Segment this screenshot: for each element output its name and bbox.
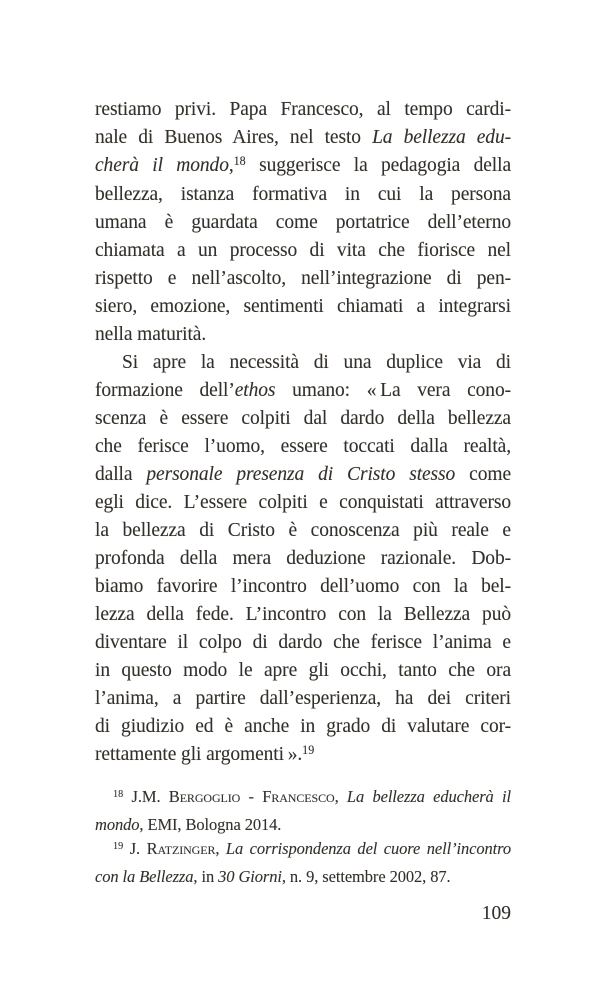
text-line: [95, 96, 511, 124]
text-segment: come: [455, 464, 512, 485]
text-segment: dalla: [95, 464, 147, 485]
page-number: 109: [481, 903, 511, 924]
text-segment: , EMI, Bologna 2014.: [139, 814, 282, 834]
text-line: [95, 785, 511, 813]
text-line: [95, 377, 511, 405]
text-segment: nale di Buenos Aires, nel testo: [95, 127, 373, 148]
text-line: [95, 152, 511, 181]
text-segment: lezza della fede. L’incontro con la Bellezza può: [95, 604, 511, 625]
text-segment: egli dice. L’essere colpiti e conquistati attraverso: [95, 492, 511, 513]
text-line: [95, 545, 511, 573]
text-segment: ethos: [234, 380, 276, 401]
text-line: [95, 517, 511, 545]
text-segment: 19: [302, 742, 315, 757]
text-line: [95, 813, 511, 838]
text-line: [95, 349, 511, 377]
text-segment: la bellezza di Cristo è conoscenza più reale e: [95, 520, 511, 541]
text-segment: di giudizio ed è anche in grado di valutare cor-: [95, 716, 511, 737]
text-line: [95, 209, 511, 237]
text-line: [95, 405, 511, 433]
text-segment: bellezza, istanza formativa in cui la persona: [95, 184, 511, 205]
text-segment: Si apre la necessità di una duplice via di: [122, 352, 511, 373]
text-line: [95, 461, 511, 489]
text-segment: 18: [233, 153, 246, 168]
text-segment: Bergoglio: [168, 787, 241, 806]
text-segment: J.M.: [123, 787, 169, 806]
text-segment: che ferisce l’uomo, essere toccati dalla realtà,: [95, 436, 511, 457]
text-line: [95, 657, 511, 685]
text-segment: ,: [228, 155, 234, 176]
text-line: [95, 601, 511, 629]
text-line: [95, 685, 511, 713]
text-line: [95, 433, 511, 461]
text-segment: personale presenza di Cristo stesso: [146, 464, 456, 485]
text-segment: restiamo privi. Papa Francesco, al tempo cardi-: [95, 99, 511, 120]
text-segment: scenza è essere colpiti dal dardo della bellezza: [95, 408, 511, 429]
text-segment: Francesco: [262, 787, 335, 806]
text-segment: 19: [113, 841, 124, 853]
text-segment: J.: [123, 839, 147, 859]
text-segment: ,: [334, 787, 347, 806]
text-line: [95, 573, 511, 601]
footnotes: [95, 785, 511, 889]
text-segment: l’anima, a partire dall’esperienza, ha dei criteri: [95, 688, 511, 709]
text-segment: suggerisce la pedagogia della: [245, 155, 511, 176]
text-line: [95, 237, 511, 265]
text-line: [95, 837, 511, 865]
text-segment: diventare il colpo di dardo che ferisce l’anima e: [95, 632, 511, 653]
text-segment: con la Bellezza: [95, 866, 194, 886]
text-segment: umana è guardata come portatrice dell’eterno: [95, 212, 511, 233]
text-segment: 18: [113, 788, 124, 800]
body-text: [95, 96, 511, 770]
text-line: [95, 181, 511, 209]
text-segment: chiamata a un processo di vita che fiorisce nel: [95, 240, 511, 261]
text-segment: Ratzinger: [146, 839, 216, 859]
text-segment: , in: [193, 866, 219, 886]
text-segment: , n. 9, settembre 2002, 87.: [281, 866, 451, 886]
text-segment: in questo modo le apre gli occhi, tanto che ora: [95, 660, 511, 681]
text-line: [95, 713, 511, 741]
text-segment: nella maturità.: [95, 324, 207, 345]
text-segment: biamo favorire l’incontro dell’uomo con la bel-: [95, 576, 511, 597]
text-line: [95, 293, 511, 321]
text-segment: mondo: [95, 814, 140, 834]
text-segment: -: [240, 787, 263, 806]
text-segment: rettamente gli argomenti ».: [95, 744, 303, 765]
text-segment: La corrispondenza del cuore nell’incontro: [225, 839, 511, 859]
text-line: [95, 489, 511, 517]
text-line: [95, 321, 511, 349]
text-line: [95, 265, 511, 293]
text-segment: 30 Giorni: [218, 866, 282, 886]
text-segment: siero, emozione, sentimenti chiamati a integrarsi: [95, 296, 511, 317]
text-segment: La bellezza educherà il: [346, 787, 511, 806]
text-line: [95, 124, 511, 152]
text-line: [95, 741, 511, 770]
text-segment: ,: [215, 839, 226, 859]
text-segment: La bellezza edu-: [372, 127, 512, 148]
text-segment: formazione dell’: [95, 380, 235, 401]
text-segment: umano: « La vera cono-: [275, 380, 511, 401]
text-segment: rispetto e nell’ascolto, nell’integrazione di pen-: [95, 268, 511, 289]
text-segment: profonda della mera deduzione razionale. Dob-: [95, 548, 511, 569]
text-line: [95, 629, 511, 657]
text-segment: cherà il mondo: [95, 155, 229, 176]
text-line: [95, 865, 511, 890]
